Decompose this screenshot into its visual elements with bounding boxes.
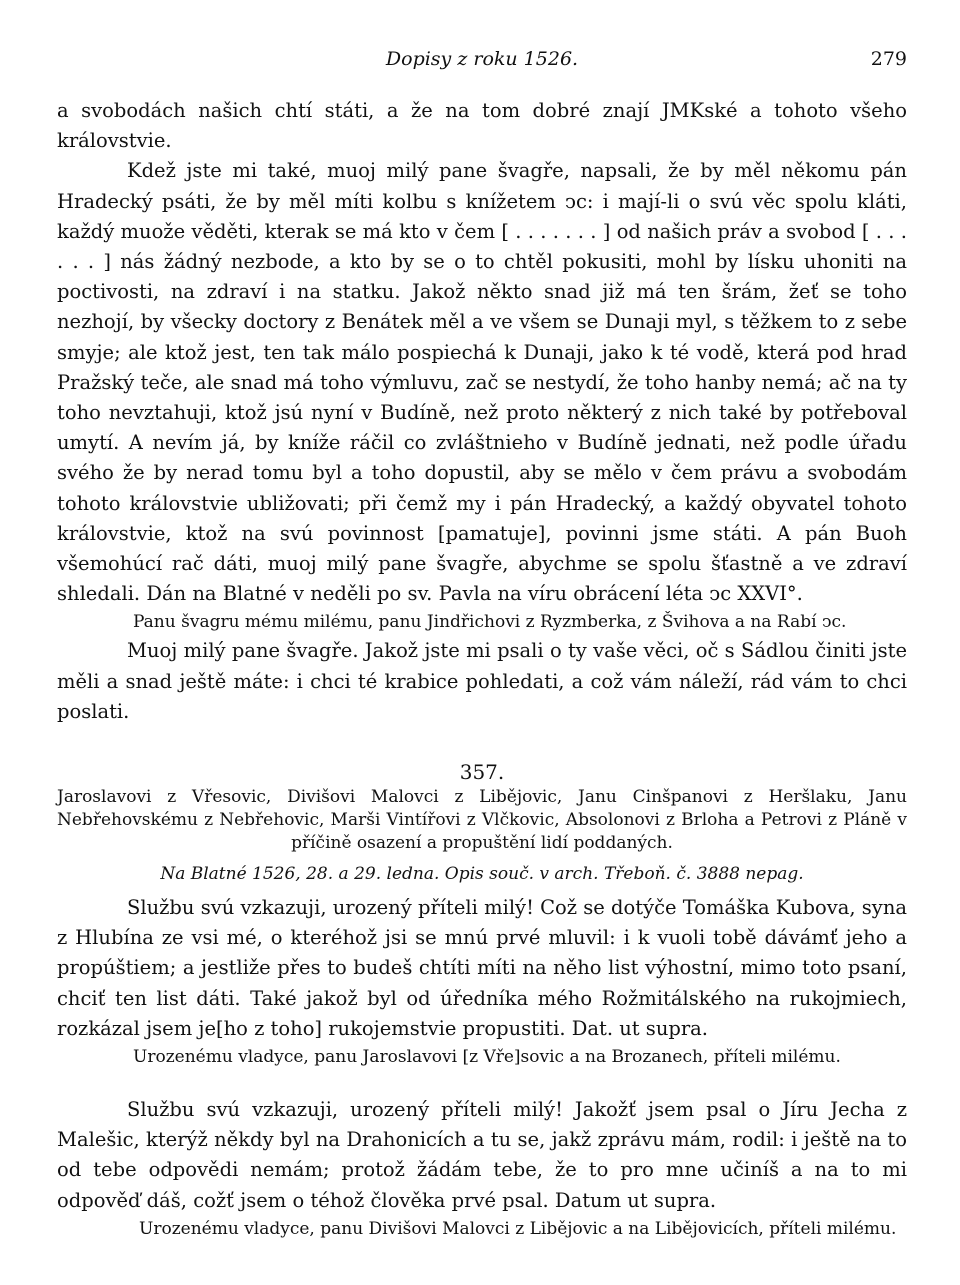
running-title: Dopisy z roku 1526. bbox=[385, 48, 579, 70]
page-header bbox=[57, 46, 907, 72]
letter-357-paragraph-2: Službu svú vzkazuji, urozený příteli milý! Jakožť jsem psal o Jíru Jecha z Malešic, kterýž někdy byl na Drahonicích a tu se, jakž zprávu mám, rodil: i ještě na to od tebe odpovědi nemám; protož žádám tebe, že to pro mne učiníš a na to mi odpověď dáš, cožť jsem o téhož člověka prvé psal. Datum ut supra. bbox=[57, 1098, 907, 1212]
paragraph-1: a svobodách našich chtí státi, a že na tom dobré znají JMKské a tohoto všeho královstvie. bbox=[57, 99, 907, 153]
letter-357-address-1: Urozenému vladyce, panu Jaroslavovi [z Vře]sovic a na Brozanech, příteli milému. bbox=[133, 1047, 841, 1068]
letter-357-paragraph-1: Službu svú vzkazuji, urozený příteli milý! Což se dotýče Tomáška Kubova, syna z Hlubína ze vsi mé, o kteréhož jsi se mnú prvé mluvil: i k vuoli tobě dávámť jeho a propúštiem; a jestliže přes to budeš chtíti míti na něho list výhostní, mimo toto psaní, chciť ten list dáti. Také jakož byl od úředníka mého Rožmitálského na rukojmiech, rozkázal jsem je[ho z toho] rukojemstvie propustiti. Dat. ut supra. bbox=[57, 896, 907, 1040]
paragraph-2: Kdež jste mi také, muoj milý pane švagře, napsali, že by měl někomu pán Hradecký psáti, že by měl míti kolbu s knížetem ͻc: i mají-li o svú věc spolu kláti, každý muože věděti, kterak se má kto v čem [ . . . . . . . ] od našich práv a svobod [ . . . . . . ] nás žádný nezbode, a kto by se o to chtěl pokusiti, mohl by lísku uhoniti na poctivosti, na zdraví i na statku. Jakož někto snad již má ten šrám, žeť se toho nezhojí, by všecky doctory z Benátek měl a ve všem se Dunaji myl, s těžkem to z sebe smyje; ale ktož jest, ten tak málo pospiechá k Dunaji, jako k té vodě, která pod hrad Pražský teče, ale snad má toho výmluvu, zač se nestydí, že toho hanby nemá; ač na ty toho nevztahuji, ktož jsú nyní v Budíně, než proto některý z nich také by potřeboval umytí. A nevím já, by kníže ráčil co zvláštnieho v Budíně jednati, než podle úřadu svého že by nerad tomu byl a toho dopustil, aby se mělo v čem právu a svobodám tohoto královstvie ubližovati; při čemž my i pán Hradecký, a každý obyvatel tohoto královstvie, ktož na svú povinnost [pamatuje], povinni jsme státi. A pán Buoh všemohúcí rač dáti, muoj milý pane švagře, abychme se spolu šťastně a ve zdraví shledali. Dán na Blatné v neděli po sv. Pavla na víru obrácení léta ͻc XXVI°. bbox=[57, 159, 907, 606]
letter-address: Panu švagru mému milému, panu Jindřichovi z Ryzmberka, z Švihova a na Rabí ͻc. bbox=[133, 612, 847, 633]
letter-number: 357. bbox=[459, 760, 505, 784]
letter-356-continued bbox=[57, 96, 907, 727]
page-number: 279 bbox=[870, 48, 907, 70]
letter-357-address-2: Urozenému vladyce, panu Divišovi Malovci z Libějovic a na Libějovicích, příteli milému. bbox=[139, 1218, 897, 1239]
paragraph-3: Muoj milý pane švagře. Jakož jste mi psali o ty vaše věci, oč s Sádlou činiti jste měli a snad ještě máte: i chci té krabice pohledati, a což vám náleží, rád vám to chci poslati. bbox=[57, 639, 907, 723]
letter-regest: Jaroslavovi z Vřesovic, Divišovi Malovci z Libějovic, Janu Cinšpanovi z Heršlaku, Janu Nebřehovskému z Nebřehovic, Marši Vintířovi z Vlčkovic, Absolonovi z Brloha a Petrovi z Pláně v příčině osazení a propuštění lidí poddaných. bbox=[57, 787, 907, 853]
letter-357 bbox=[57, 736, 907, 1243]
section-gap bbox=[57, 1071, 907, 1095]
letter-source: Na Blatné 1526, 28. a 29. ledna. Opis souč. v arch. Třeboň. č. 3888 nepag. bbox=[160, 864, 804, 884]
